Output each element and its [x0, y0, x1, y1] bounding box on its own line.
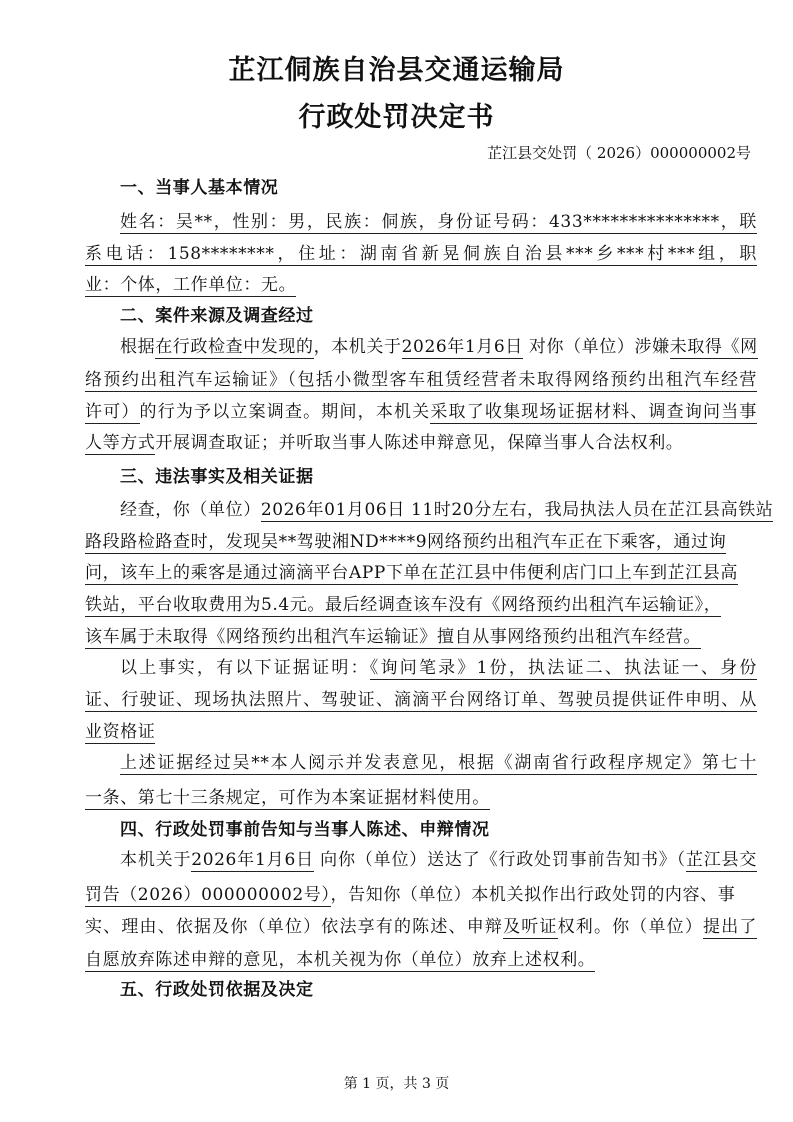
- document-subtitle: 行政处罚决定书: [298, 102, 495, 133]
- underlined-text: 该车属于未取得《网络预约出租汽车运输证》擅自从事网络预约出租汽车经营。: [85, 627, 701, 647]
- text-line: [85, 368, 757, 392]
- text-line: [85, 530, 757, 554]
- section-heading: [120, 304, 757, 328]
- underlined-text: 系电话：158********，住址：湖南省新晃侗族自治县***乡***村***组，职: [85, 244, 757, 264]
- underlined-text: 2026年1月6日: [401, 337, 523, 357]
- text-segment: 五、行政处罚依据及决定: [120, 980, 314, 1000]
- underlined-text: 2026年1月6日: [191, 850, 314, 870]
- text-segment: ，本机关于: [313, 337, 402, 357]
- text-segment: 权利。你（单位）: [557, 917, 704, 937]
- underlined-text: 人等方式: [85, 433, 156, 453]
- text-line: [85, 948, 757, 972]
- section-heading: [120, 818, 757, 842]
- underlined-text: 自愿放弃陈述申辩的意见，本机关视为你（单位）放弃上述权利。: [85, 950, 596, 970]
- text-line: [85, 431, 757, 455]
- section-heading: [120, 176, 757, 200]
- underlined-text: 芷江县交: [685, 850, 758, 870]
- text-segment: 二、案件来源及调查经过: [120, 306, 314, 326]
- text-segment: ，告知你（单位）本机关拟作出行政处罚的内容、事: [330, 885, 736, 905]
- text-line: [120, 751, 757, 775]
- underlined-text: 一条、第七十三条规定，可作为本案证据材料使用。: [85, 788, 490, 808]
- underlined-text: 提出了: [703, 917, 757, 937]
- underlined-text: 姓名：吴**，性别：男，民族：侗族，身份证号码：433***************，联: [120, 212, 757, 232]
- text-line: [85, 720, 757, 744]
- text-segment: 实、理由、依据及你（单位）依法享有的陈述、申辩: [85, 917, 504, 937]
- text-line: [85, 593, 757, 617]
- underlined-text: 采取了收集现场证据材料、调查询问当事: [430, 402, 757, 422]
- underlined-text: 罚告（2026）000000002号）: [85, 885, 331, 905]
- text-line: [85, 883, 757, 907]
- underlined-text: 络预约出租汽车运输证》（包括小微型客车租赁经营者未取得网络预约出租汽车经营: [85, 370, 757, 390]
- text-segment: 本机关于: [120, 850, 192, 870]
- text-line: [85, 400, 757, 424]
- text-segment: 对你（单位）涉嫌: [522, 337, 670, 357]
- document-number: 芷江县交处罚（ 2026）000000002号: [487, 144, 751, 162]
- text-line: [120, 335, 757, 359]
- underlined-text: 路段路检路查时，发现吴**驾驶湘ND****9网络预约出租汽车正在下乘客，通过询: [85, 532, 727, 552]
- text-line: [85, 561, 757, 585]
- text-segment: 向你（单位）送达了《行政处罚事前告知书》（: [313, 850, 686, 870]
- text-segment: 四、行政处罚事前告知与当事人陈述、申辩情况: [120, 820, 490, 840]
- underlined-text: 在行政检查中发现的: [155, 337, 314, 357]
- underlined-text: 证、行驶证、现场执法照片、驾驶证、滴滴平台网络订单、驾驶员提供证件申明、从: [85, 690, 757, 710]
- text-segment: 一、当事人基本情况: [120, 178, 279, 198]
- text-line: [120, 656, 757, 680]
- underlined-text: 问，该车上的乘客是通过滴滴平台APP下单在芷江县中伟便利店门口上车到芷江县高: [85, 563, 738, 583]
- text-segment: 经查，你（单位）: [120, 500, 261, 520]
- text-line: [85, 625, 757, 649]
- underlined-text: 未取得《网: [669, 337, 758, 357]
- text-line: [85, 273, 757, 297]
- text-line: [85, 786, 757, 810]
- document-title: 芷江侗族自治县交通运输局: [228, 55, 565, 86]
- underlined-text: 许可）: [85, 402, 140, 422]
- section-heading: [120, 465, 757, 489]
- underlined-text: 铁站，平台收取费用为5.4元。最后经调查该车没有《网络预约出租汽车运输证》，: [85, 595, 722, 615]
- underlined-text: 业资格证: [85, 722, 156, 742]
- underlined-text: 及听证: [503, 917, 558, 937]
- underlined-text: 《询问笔录》1份，执法证二、执法证一、身份: [369, 658, 757, 678]
- underlined-text: 业：个体，工作单位：无。: [85, 275, 297, 295]
- text-line: [120, 210, 757, 234]
- text-line: [85, 242, 757, 266]
- underlined-text: 2026年01月06日 11时20分左右，我局执法人员在芷江县高铁站: [260, 500, 774, 520]
- text-line: [120, 848, 757, 872]
- page-footer: 第 1 页，共 3 页: [343, 1076, 450, 1092]
- text-segment: 三、违法事实及相关证据: [120, 467, 314, 487]
- text-segment: 根据: [120, 337, 156, 357]
- text-segment: 的行为予以立案调查。期间，本机关: [139, 402, 431, 422]
- text-segment: 以上事实，有以下证据证明：: [120, 658, 370, 678]
- underlined-text: 上述证据经过吴**本人阅示并发表意见，根据《湖南省行政程序规定》第七十: [120, 753, 757, 773]
- text-segment: 开展调查取证；并听取当事人陈述申辩意见，保障当事人合法权利。: [155, 433, 684, 453]
- text-line: [85, 688, 757, 712]
- section-heading: [120, 978, 757, 1002]
- text-line: [85, 915, 757, 939]
- text-line: [120, 498, 774, 522]
